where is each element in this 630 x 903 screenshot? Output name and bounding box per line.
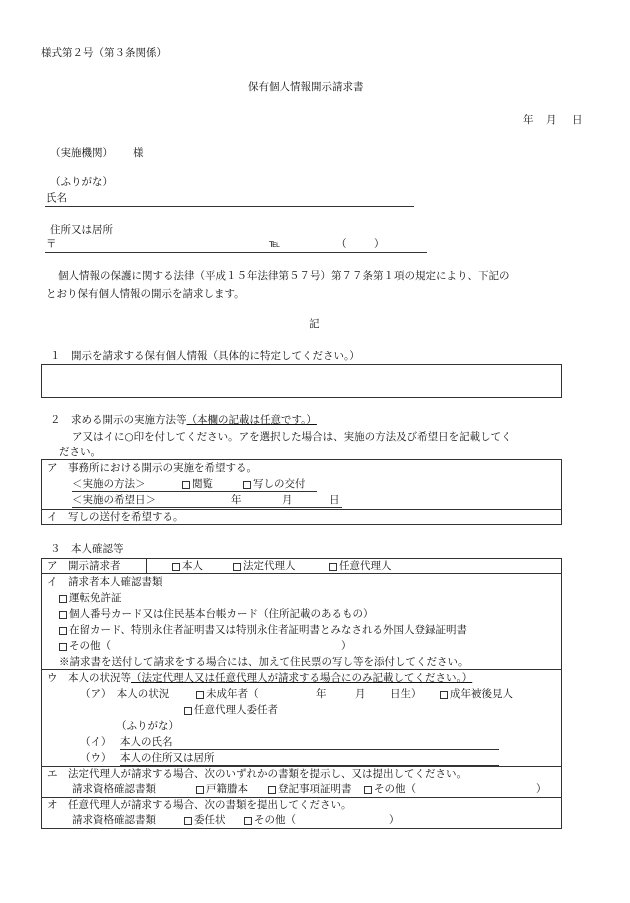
principal-name-line[interactable] (120, 749, 499, 750)
residence-card-label: 在留カード、特別永住者証明書又は特別永住者証明書とみなされる外国人登録証明書 (69, 624, 468, 636)
koseki-label: 戸籍謄本 (206, 783, 248, 795)
form-number: 様式第２号（第３条関係） (41, 47, 167, 59)
method-underline (72, 491, 317, 492)
voluntary-rep-label: 任意代理人 (339, 560, 392, 572)
principal-status-prefix: ウ 本人の状況等 (47, 672, 131, 684)
section3-divider-e (41, 797, 562, 798)
form-title: 保有個人情報開示請求書 (248, 81, 364, 93)
name-label: 氏名 (46, 192, 67, 204)
residence-card-checkbox[interactable] (59, 627, 67, 635)
legal-rep-docs-instruction: エ 法定代理人が請求する場合、次のいずれかの書類を提示し、又は提出してください。 (47, 768, 467, 780)
minor-month: 月 (355, 688, 366, 700)
intro-line-1: 個人情報の保護に関する法律（平成１５年法律第５７号）第７７条第１項の規定により、下記の (58, 270, 510, 282)
principal-status-label: （ア） 本人の状況 (80, 688, 170, 700)
section3-divider-u (41, 766, 562, 767)
section3-divider-i (41, 669, 562, 670)
legal-other-checkbox[interactable] (364, 786, 372, 794)
address-label: 住所又は居所 (50, 224, 113, 236)
koseki-checkbox[interactable] (196, 786, 204, 794)
license-label: 運転免許証 (69, 592, 122, 604)
voluntary-rep-docs-instruction: オ 任意代理人が請求する場合、次の書類を提出してください。 (47, 799, 352, 811)
self-label: 本人 (182, 560, 203, 572)
section2-note-2: ださい。 (59, 446, 101, 458)
desired-year: 年 (231, 494, 242, 506)
intro-line-2: とおり保有個人情報の開示を請求します。 (46, 288, 245, 300)
tel-paren-close: ） (374, 238, 385, 250)
mynumber-label: 個人番号カード又は住民基本台帳カード（住所記載のあるもの） (69, 608, 374, 620)
method-label: ＜実施の方法＞ (72, 478, 146, 490)
voluntary-rep-docs-label: 請求資格確認書類 (72, 814, 156, 826)
minor-birth: 日生） (390, 688, 422, 700)
power-of-attorney-label: 委任状 (194, 814, 226, 826)
mail-note: ※請求書を送付して請求をする場合には、加えて住民票の写し等を添付してください。 (59, 656, 469, 668)
option-i-mail[interactable]: イ 写しの送付を希望する。 (47, 511, 184, 523)
ki-label: 記 (309, 318, 320, 330)
minor-year: 年 (316, 688, 327, 700)
furigana-label: （ふりがな） (50, 176, 113, 188)
copy-delivery-checkbox[interactable] (243, 481, 251, 489)
self-checkbox[interactable] (172, 563, 180, 571)
agency-suffix: 様 (133, 147, 144, 159)
registry-label: 登記事項証明書 (278, 783, 352, 795)
desired-date-label: ＜実施の希望日＞ (72, 494, 156, 506)
desired-day: 日 (329, 494, 340, 506)
section2-heading-optional: （本欄の記載は任意です。） (186, 414, 317, 426)
date-month-label: 月 (546, 114, 557, 126)
section3-divider-a (41, 573, 562, 574)
legal-rep-label: 法定代理人 (243, 560, 296, 572)
legal-other-label: その他（ (374, 783, 416, 795)
requester-type-label: ア 開示請求者 (47, 560, 121, 572)
voluntary-other-checkbox[interactable] (244, 817, 252, 825)
id-other-checkbox[interactable] (59, 643, 67, 651)
name-line[interactable] (45, 206, 414, 207)
principal-furigana: （ふりがな） (116, 720, 179, 732)
section2-divider (41, 509, 562, 510)
id-other-close: ） (341, 640, 352, 652)
viewing-label: 閲覧 (192, 478, 213, 490)
registry-checkbox[interactable] (268, 786, 276, 794)
voluntary-other-close: ） (389, 814, 400, 826)
requested-info-box[interactable] (41, 364, 562, 398)
principal-address-label: 本人の住所又は居所 (120, 752, 215, 764)
option-a-office[interactable]: ア 事務所における開示の実施を希望する。 (47, 462, 257, 474)
principal-address-marker: （ウ） (80, 752, 112, 764)
id-other-label: その他（ (69, 640, 111, 652)
section2-heading (50, 414, 317, 427)
minor-checkbox[interactable] (196, 691, 204, 699)
postal-mark: 〒 (46, 238, 57, 250)
legal-rep-checkbox[interactable] (233, 563, 241, 571)
adult-guardian-checkbox[interactable] (440, 691, 448, 699)
tel-mark: ℡ (269, 238, 281, 250)
principal-name-label: 本人の氏名 (120, 736, 173, 748)
minor-label: 未成年者（ (206, 688, 259, 700)
mynumber-checkbox[interactable] (59, 611, 67, 619)
voluntary-rep-checkbox[interactable] (329, 563, 337, 571)
voluntary-principal-checkbox[interactable] (184, 707, 192, 715)
requester-type-divider (146, 558, 147, 573)
agency-label: （実施機関） (50, 147, 113, 159)
section2-note-1: ア又はイに○印を付してください。アを選択した場合は、実施の方法及び希望日を記載してく (72, 431, 512, 443)
date-year-label: 年 (523, 114, 534, 126)
voluntary-other-label: その他（ (254, 814, 296, 826)
date-day-label: 日 (572, 114, 583, 126)
section1-heading: １ 開示を請求する保有個人情報（具体的に特定してください。） (50, 350, 360, 362)
legal-rep-docs-label: 請求資格確認書類 (72, 783, 156, 795)
desired-date-line[interactable] (72, 507, 342, 508)
section2-heading-prefix: ２ 求める開示の実施方法等 (50, 414, 187, 426)
principal-name-marker: （イ） (80, 736, 112, 748)
tel-paren-open: （ (336, 238, 347, 250)
legal-other-close: ） (536, 783, 547, 795)
copy-delivery-label: 写しの交付 (253, 478, 306, 490)
id-docs-heading: イ 請求者本人確認書類 (47, 576, 163, 588)
power-of-attorney-checkbox[interactable] (184, 817, 192, 825)
section3-heading: ３ 本人確認等 (50, 543, 124, 555)
adult-guardian-label: 成年被後見人 (450, 688, 513, 700)
principal-status-heading (47, 672, 472, 685)
license-checkbox[interactable] (59, 595, 67, 603)
voluntary-principal-label: 任意代理人委任者 (194, 704, 278, 716)
address-line[interactable] (45, 252, 427, 253)
principal-status-condition: （法定代理人又は任意代理人が請求する場合にのみ記載してください。） (131, 672, 473, 684)
desired-month: 月 (282, 494, 293, 506)
viewing-checkbox[interactable] (182, 481, 190, 489)
